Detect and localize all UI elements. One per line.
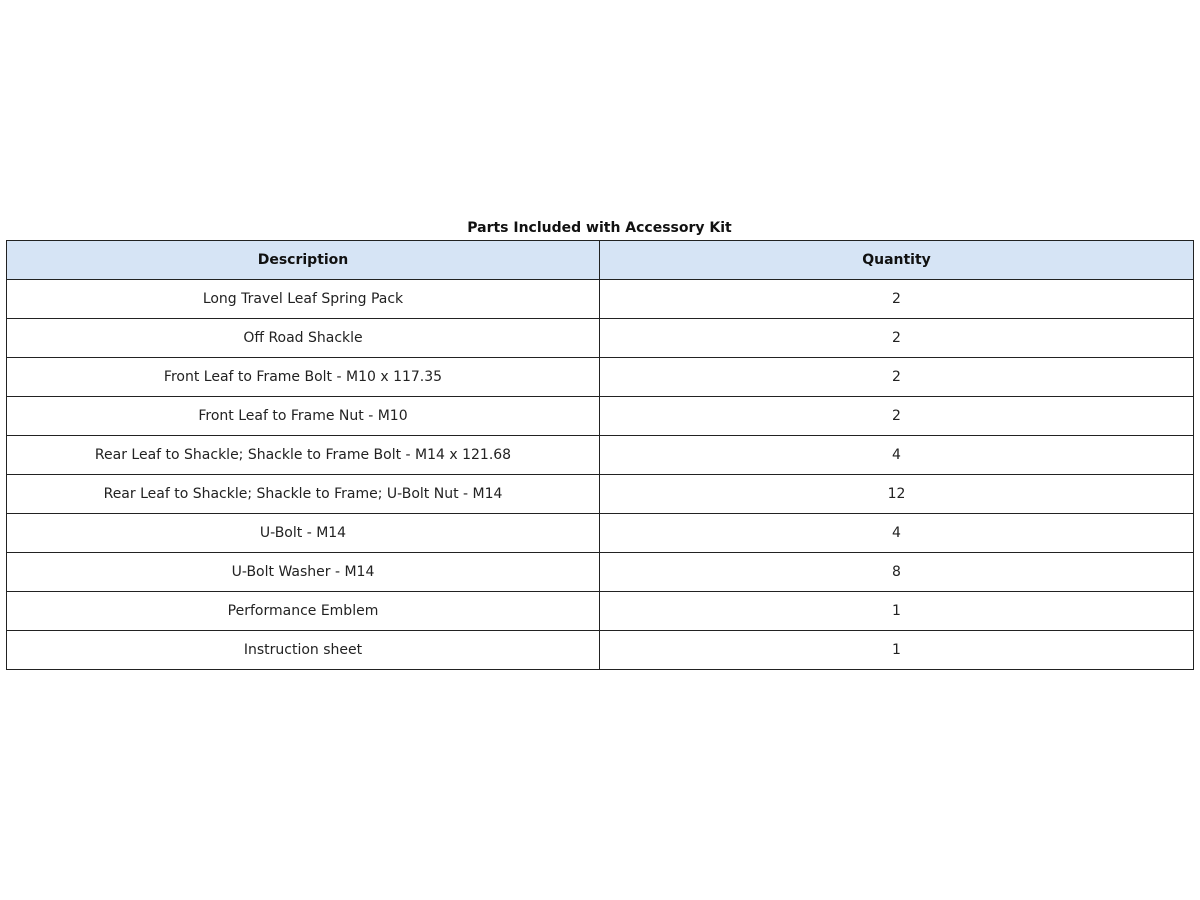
cell-description: Long Travel Leaf Spring Pack xyxy=(7,280,600,319)
cell-quantity: 2 xyxy=(600,358,1194,397)
table-row xyxy=(7,553,1194,592)
cell-quantity: 12 xyxy=(600,475,1194,514)
column-header-description: Description xyxy=(7,241,600,280)
table-row xyxy=(7,319,1194,358)
cell-quantity: 2 xyxy=(600,280,1194,319)
cell-description: U-Bolt Washer - M14 xyxy=(7,553,600,592)
table-row xyxy=(7,514,1194,553)
cell-description: Rear Leaf to Shackle; Shackle to Frame; U-Bolt Nut - M14 xyxy=(7,475,600,514)
parts-table-container xyxy=(6,218,1193,670)
table-row xyxy=(7,397,1194,436)
table-row xyxy=(7,358,1194,397)
cell-quantity: 4 xyxy=(600,514,1194,553)
cell-description: Front Leaf to Frame Nut - M10 xyxy=(7,397,600,436)
cell-description: U-Bolt - M14 xyxy=(7,514,600,553)
table-row xyxy=(7,280,1194,319)
cell-description: Off Road Shackle xyxy=(7,319,600,358)
cell-quantity: 8 xyxy=(600,553,1194,592)
cell-quantity: 2 xyxy=(600,397,1194,436)
cell-description: Instruction sheet xyxy=(7,631,600,670)
cell-quantity: 2 xyxy=(600,319,1194,358)
cell-quantity: 4 xyxy=(600,436,1194,475)
cell-quantity: 1 xyxy=(600,592,1194,631)
table-row xyxy=(7,592,1194,631)
parts-table xyxy=(6,240,1194,670)
table-row xyxy=(7,631,1194,670)
cell-quantity: 1 xyxy=(600,631,1194,670)
table-caption: Parts Included with Accessory Kit xyxy=(467,220,732,236)
table-row xyxy=(7,436,1194,475)
cell-description: Front Leaf to Frame Bolt - M10 x 117.35 xyxy=(7,358,600,397)
table-row xyxy=(7,475,1194,514)
column-header-quantity: Quantity xyxy=(600,241,1194,280)
cell-description: Performance Emblem xyxy=(7,592,600,631)
table-header-row xyxy=(7,241,1194,280)
cell-description: Rear Leaf to Shackle; Shackle to Frame Bolt - M14 x 121.68 xyxy=(7,436,600,475)
